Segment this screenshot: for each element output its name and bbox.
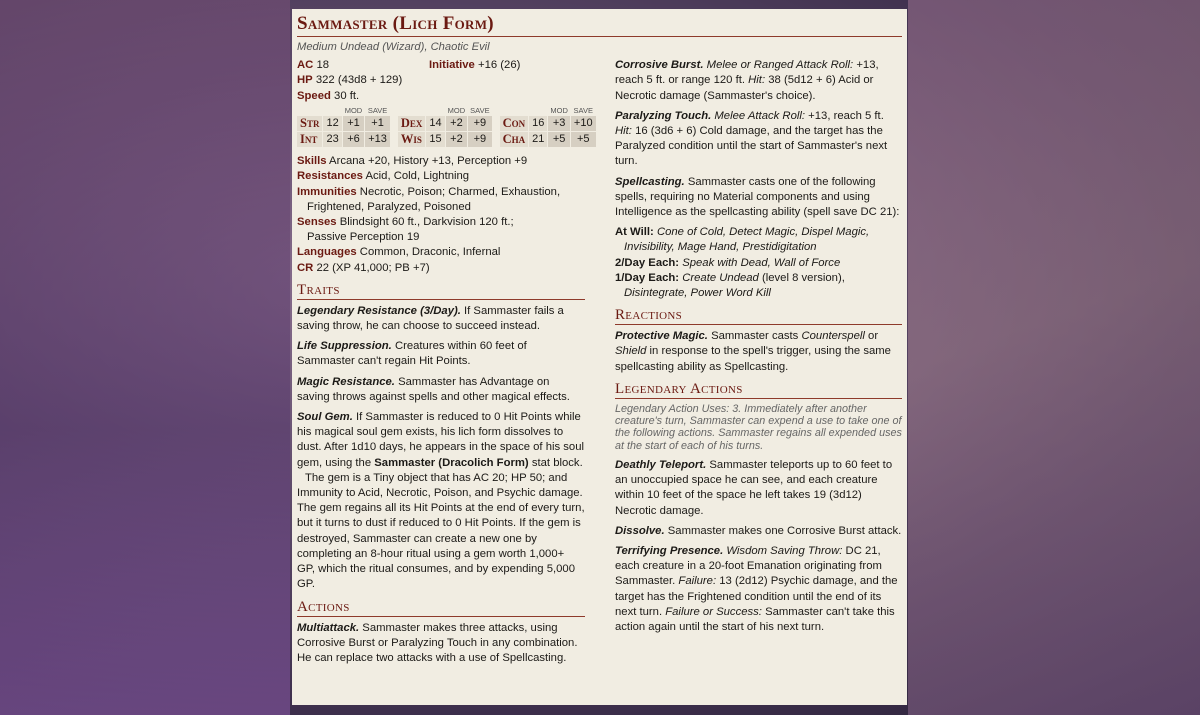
action-paralyzing-touch: Paralyzing Touch. Melee Attack Roll: +13, reach 5 ft. Hit: 16 (3d6 + 6) Cold damage, and the target has the Paralyzed condition until the start of Sammaster's next turn. — [615, 109, 888, 168]
spells-1-day: 1/Day Each: Create Undead (level 8 version), Disintegrate, Power Word Kill — [615, 271, 845, 300]
properties — [297, 154, 585, 276]
armor-class: AC 18 — [297, 59, 330, 72]
title-row — [297, 13, 902, 37]
left-column — [297, 58, 593, 671]
actions-heading: Actions — [297, 599, 585, 617]
initiative: Initiative +16 (26) — [429, 59, 521, 72]
languages: Languages Common, Draconic, Infernal — [297, 246, 501, 259]
page-title: Sammaster (Lich Form) — [297, 13, 494, 34]
trait-life-suppression: Life Suppression. Creatures within 60 feet of Sammaster can't regain Hit Points. — [297, 340, 527, 368]
legendary-terrifying-presence: Terrifying Presence. Wisdom Saving Throw: DC 21, each creature in a 20-foot Emanation originating from Sammaster. Failure: 13 (2d12) Psychic damage, and the target has the Frightened condition until the end of its next turn. Failure or Success: Sammaster can't take this action again until the start of his next turn. — [615, 545, 898, 634]
action-spellcasting: Spellcasting. Sammaster casts one of the following spells, requiring no Material components and using Intelligence as the spellcasting ability (spell save DC 21): — [615, 175, 900, 219]
immunities-cont: Frightened, Paralyzed, Poisoned — [307, 200, 471, 213]
resistances: Resistances Acid, Cold, Lightning — [297, 170, 470, 183]
ability-row: Int 23 +6 +13 Wis 15 +2 +9 Cha 21 +5 +5 — [297, 132, 596, 147]
ability-scores-table: MOD SAVE MOD SAVE MOD SAVE Str 12 +1 +1 Dex 14 +2 +9 Con 16 +3 +10 Int 23 +6 +13 Wis 15 +2 +9 Cha 21 +5 +5 — [296, 106, 597, 148]
senses: Senses Blindsight 60 ft., Darkvision 120 ft.; — [297, 216, 514, 229]
speed: Speed 30 ft. — [297, 89, 360, 102]
legendary-actions-heading: Legendary Actions — [615, 381, 902, 399]
action-corrosive-burst: Corrosive Burst. Melee or Ranged Attack Roll: +13, reach 5 ft. or range 120 ft. Hit: 38 (5d12 + 6) Acid or Necrotic damage (Sammaster's choice). — [615, 59, 879, 102]
legendary-dissolve: Dissolve. Sammaster makes one Corrosive Burst attack. — [615, 524, 902, 537]
hit-points: HP 322 (43d8 + 129) — [297, 74, 403, 87]
traits-heading: Traits — [297, 282, 585, 300]
background-left — [0, 0, 290, 715]
stat-block — [292, 9, 907, 705]
legendary-deathly-teleport: Deathly Teleport. Sammaster teleports up to 60 feet to an unoccupied space he can see, and each creature within 10 feet of the space he left takes 19 (3d12) Necrotic damage. — [615, 459, 893, 517]
spell-list — [615, 225, 902, 301]
spells-at-will: At Will: Cone of Cold, Detect Magic, Dispel Magic, Invisibility, Mage Hand, Prestidigitation — [615, 226, 870, 254]
trait-soul-gem: Soul Gem. If Sammaster is reduced to 0 Hit Points while his magical soul gem exists, his lich form dissolves to dust. After 1d10 days, he appears in the space of his soul gem, using the Sammaster (Dracolich Form) stat block. — [297, 411, 585, 469]
immunities: Immunities Necrotic, Poison; Charmed, Exhaustion, — [297, 185, 561, 198]
trait-legendary-resistance: Legendary Resistance (3/Day). If Sammaster fails a saving throw, he can choose to succeed instead. — [297, 304, 564, 333]
skills: Skills Arcana +20, History +13, Perception +9 — [297, 155, 528, 168]
ability-row: Str 12 +1 +1 Dex 14 +2 +9 Con 16 +3 +10 — [297, 116, 596, 131]
challenge-rating: CR 22 (XP 41,000; PB +7) — [297, 261, 430, 274]
senses-cont: Passive Perception 19 — [307, 231, 420, 244]
legendary-actions-intro: Legendary Action Uses: 3. Immediately after another creature's turn, Sammaster can expend a use to take one of the following actions. Sammaster regains all expended uses at the start of each of his turns. — [615, 402, 902, 452]
background-right — [908, 0, 1200, 715]
action-multiattack: Multiattack. Sammaster makes three attacks, using Corrosive Burst or Paralyzing Touch in any combination. He can replace two attacks with a use of Spellcasting. — [297, 621, 578, 664]
reactions-heading: Reactions — [615, 307, 902, 325]
reaction-protective-magic: Protective Magic. Sammaster casts Counterspell or Shield in response to the spell's trigger, using the same spellcasting ability as Spellcasting. — [615, 330, 891, 373]
right-column — [615, 58, 902, 671]
creature-subtitle: Medium Undead (Wizard), Chaotic Evil — [297, 41, 490, 53]
trait-soul-gem-detail: The gem is a Tiny object that has AC 20; HP 50; and Immunity to Acid, Necrotic, Poison, and Psychic damage. The gem regains all its Hit Points at the end of every turn, but it turns to dust if reduced to 0 Hit Points. If the gem is destroyed, Sammaster can create a new one by completing an 8-hour ritual using a gem worth 1,000+ GP, which the ritual consumes, and by expending 5,000 GP. — [297, 471, 585, 591]
trait-magic-resistance: Magic Resistance. Sammaster has Advantage on saving throws against spells and other magical effects. — [297, 375, 570, 403]
spells-2-day: 2/Day Each: Speak with Dead, Wall of Force — [615, 256, 841, 269]
